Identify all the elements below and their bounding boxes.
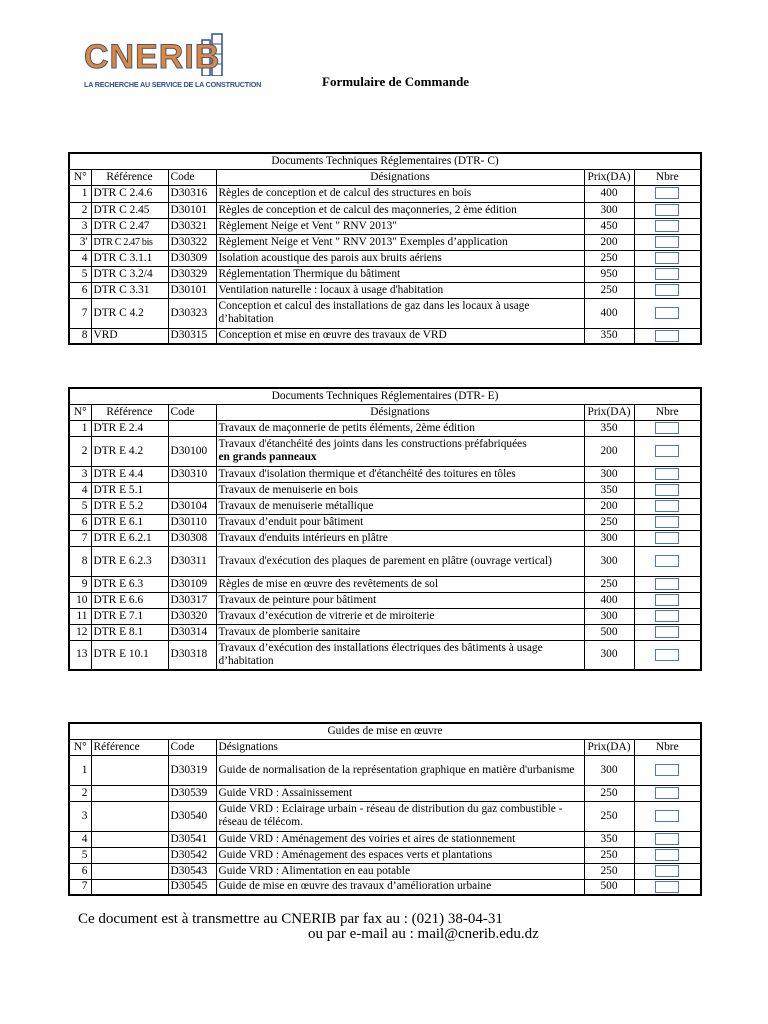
row-number: 5 bbox=[69, 498, 91, 514]
header-no: N° bbox=[69, 169, 91, 185]
table-row bbox=[69, 847, 701, 863]
row-quantity-cell bbox=[634, 624, 701, 640]
table-row bbox=[69, 530, 701, 546]
quantity-input[interactable] bbox=[655, 532, 679, 544]
designation-text: Règles de mise en œuvre des revêtements de sol bbox=[218, 577, 439, 590]
row-designation bbox=[216, 755, 584, 785]
quantity-input[interactable] bbox=[655, 500, 679, 512]
quantity-input[interactable] bbox=[655, 764, 679, 776]
row-reference bbox=[91, 801, 168, 831]
row-designation bbox=[216, 298, 584, 328]
row-designation bbox=[216, 466, 584, 482]
quantity-input[interactable] bbox=[655, 284, 679, 296]
row-quantity-cell bbox=[634, 482, 701, 498]
quantity-input[interactable] bbox=[655, 268, 679, 280]
row-code: D30329 bbox=[168, 266, 216, 282]
row-code: D30319 bbox=[168, 755, 216, 785]
designation-text: Guide VRD : Aménagement des voiries et aires de stationnement bbox=[218, 832, 516, 845]
row-price: 200 bbox=[584, 436, 634, 466]
row-number: 9 bbox=[69, 576, 91, 592]
page-title: Formulaire de Commande bbox=[322, 74, 470, 89]
row-code: D30321 bbox=[168, 218, 216, 234]
row-quantity-cell bbox=[634, 218, 701, 234]
row-quantity-cell bbox=[634, 266, 701, 282]
row-designation bbox=[216, 498, 584, 514]
row-reference: DTR C 2.4.6 bbox=[91, 185, 168, 202]
row-number: 3' bbox=[69, 234, 91, 250]
row-reference: DTR E 6.2.3 bbox=[91, 546, 168, 576]
row-price: 500 bbox=[584, 879, 634, 895]
table-row bbox=[69, 234, 701, 250]
row-number: 2 bbox=[69, 436, 91, 466]
row-quantity-cell bbox=[634, 831, 701, 847]
table-row bbox=[69, 218, 701, 234]
row-code: D30110 bbox=[168, 514, 216, 530]
row-number: 13 bbox=[69, 640, 91, 670]
header-designation: Désignations bbox=[216, 739, 584, 755]
row-quantity-cell bbox=[634, 202, 701, 218]
row-number: 12 bbox=[69, 624, 91, 640]
row-quantity-cell bbox=[634, 420, 701, 436]
row-quantity-cell bbox=[634, 498, 701, 514]
row-quantity-cell bbox=[634, 863, 701, 879]
row-quantity-cell bbox=[634, 801, 701, 831]
row-number: 3 bbox=[69, 218, 91, 234]
row-code: D30310 bbox=[168, 466, 216, 482]
quantity-input[interactable] bbox=[655, 787, 679, 799]
quantity-input[interactable] bbox=[655, 610, 679, 622]
row-designation bbox=[216, 785, 584, 801]
row-code: D30317 bbox=[168, 592, 216, 608]
designation-text: Guide VRD : Aménagement des espaces verts et plantations bbox=[218, 848, 493, 861]
row-code: D30545 bbox=[168, 879, 216, 895]
guides-table bbox=[68, 722, 702, 896]
table-row bbox=[69, 282, 701, 298]
row-price: 400 bbox=[584, 185, 634, 202]
row-reference: DTR E 4.2 bbox=[91, 436, 168, 466]
row-designation bbox=[216, 514, 584, 530]
designation-text: Règlement Neige et Vent " RNV 2013" Exemples d’application bbox=[218, 235, 508, 248]
row-price: 250 bbox=[584, 847, 634, 863]
row-price: 300 bbox=[584, 202, 634, 218]
quantity-input[interactable] bbox=[655, 865, 679, 877]
quantity-input[interactable] bbox=[655, 445, 679, 457]
row-designation bbox=[216, 436, 584, 466]
row-number: 11 bbox=[69, 608, 91, 624]
row-reference: DTR C 4.2 bbox=[91, 298, 168, 328]
row-quantity-cell bbox=[634, 755, 701, 785]
footer-email-line: ou par e-mail au : mail@cnerib.edu.dz bbox=[308, 926, 539, 942]
quantity-input[interactable] bbox=[655, 516, 679, 528]
column-header-row bbox=[69, 739, 701, 755]
row-designation bbox=[216, 282, 584, 298]
row-number: 4 bbox=[69, 250, 91, 266]
row-price: 200 bbox=[584, 234, 634, 250]
row-code: D30316 bbox=[168, 185, 216, 202]
row-number: 1 bbox=[69, 755, 91, 785]
row-price: 400 bbox=[584, 298, 634, 328]
cnerib-logo bbox=[84, 36, 262, 96]
row-price: 300 bbox=[584, 466, 634, 482]
table-row bbox=[69, 546, 701, 576]
row-reference: DTR E 7.1 bbox=[91, 608, 168, 624]
row-price: 250 bbox=[584, 863, 634, 879]
designation-text: Conception et mise en œuvre des travaux de VRD bbox=[218, 329, 447, 342]
row-code bbox=[168, 482, 216, 498]
quantity-input[interactable] bbox=[655, 307, 679, 319]
row-reference bbox=[91, 831, 168, 847]
row-code: D30541 bbox=[168, 831, 216, 847]
row-designation bbox=[216, 576, 584, 592]
row-quantity-cell bbox=[634, 879, 701, 895]
table-row bbox=[69, 482, 701, 498]
row-code: D30322 bbox=[168, 234, 216, 250]
row-quantity-cell bbox=[634, 785, 701, 801]
designation-text: Conception et calcul des installations de gaz dans les locaux à usage d’habitation bbox=[218, 300, 530, 325]
table-row bbox=[69, 592, 701, 608]
row-number: 6 bbox=[69, 282, 91, 298]
table-row bbox=[69, 298, 701, 328]
designation-text: Travaux d’enduit pour bâtiment bbox=[218, 515, 364, 528]
designation-text: Ventilation naturelle : locaux à usage d'habitation bbox=[218, 283, 444, 296]
row-code: D30315 bbox=[168, 328, 216, 344]
row-price: 950 bbox=[584, 266, 634, 282]
table-row bbox=[69, 266, 701, 282]
table-row bbox=[69, 185, 701, 202]
designation-text: Guide de normalisation de la représentation graphique en matière d'urbanisme bbox=[218, 763, 575, 776]
row-number: 7 bbox=[69, 879, 91, 895]
header-qty: Nbre bbox=[634, 739, 701, 755]
row-code: D30323 bbox=[168, 298, 216, 328]
table-row bbox=[69, 863, 701, 879]
section-caption: Guides de mise en œuvre bbox=[69, 723, 701, 739]
row-code: D30101 bbox=[168, 282, 216, 298]
header-reference: Référence bbox=[91, 404, 168, 420]
row-reference bbox=[91, 755, 168, 785]
row-designation bbox=[216, 831, 584, 847]
quantity-input[interactable] bbox=[655, 204, 679, 216]
row-number: 7 bbox=[69, 530, 91, 546]
row-number: 2 bbox=[69, 785, 91, 801]
header-designation: Désignations bbox=[216, 169, 584, 185]
table-row bbox=[69, 831, 701, 847]
row-price: 300 bbox=[584, 640, 634, 670]
row-price: 300 bbox=[584, 608, 634, 624]
designation-text: Travaux d'exécution des plaques de parement en plâtre (ouvrage vertical) bbox=[218, 554, 552, 567]
table-row bbox=[69, 785, 701, 801]
quantity-input[interactable] bbox=[655, 187, 679, 199]
section-caption-row bbox=[69, 153, 701, 169]
row-reference: DTR E 2.4 bbox=[91, 420, 168, 436]
row-reference: DTR E 6.3 bbox=[91, 576, 168, 592]
table-row bbox=[69, 624, 701, 640]
row-quantity-cell bbox=[634, 514, 701, 530]
row-designation bbox=[216, 202, 584, 218]
row-code: D30311 bbox=[168, 546, 216, 576]
row-designation bbox=[216, 250, 584, 266]
row-price: 350 bbox=[584, 328, 634, 344]
designation-text: Travaux d’exécution de vitrerie et de miroiterie bbox=[218, 609, 435, 622]
row-price: 300 bbox=[584, 530, 634, 546]
dtr-e-table bbox=[68, 387, 702, 671]
row-price: 350 bbox=[584, 831, 634, 847]
row-price: 250 bbox=[584, 785, 634, 801]
row-quantity-cell bbox=[634, 234, 701, 250]
row-number: 4 bbox=[69, 482, 91, 498]
quantity-input[interactable] bbox=[655, 881, 679, 893]
column-header-row bbox=[69, 404, 701, 420]
header-reference: Référence bbox=[91, 169, 168, 185]
row-price: 250 bbox=[584, 514, 634, 530]
row-reference bbox=[91, 879, 168, 895]
row-designation bbox=[216, 592, 584, 608]
row-reference: DTR E 6.2.1 bbox=[91, 530, 168, 546]
header-qty: Nbre bbox=[634, 404, 701, 420]
row-number: 8 bbox=[69, 546, 91, 576]
row-number: 6 bbox=[69, 514, 91, 530]
row-quantity-cell bbox=[634, 328, 701, 344]
row-designation bbox=[216, 624, 584, 640]
row-reference: DTR C 3.2/4 bbox=[91, 266, 168, 282]
table-row bbox=[69, 755, 701, 785]
header-no: N° bbox=[69, 739, 91, 755]
row-code: D30543 bbox=[168, 863, 216, 879]
row-code bbox=[168, 420, 216, 436]
header-no: N° bbox=[69, 404, 91, 420]
designation-text: Guide de mise en œuvre des travaux d’amélioration urbaine bbox=[218, 880, 492, 893]
row-code: D30542 bbox=[168, 847, 216, 863]
row-price: 400 bbox=[584, 592, 634, 608]
row-number: 2 bbox=[69, 202, 91, 218]
designation-text-continued: en grands panneaux bbox=[218, 451, 317, 463]
row-reference: DTR E 10.1 bbox=[91, 640, 168, 670]
row-quantity-cell bbox=[634, 576, 701, 592]
quantity-input[interactable] bbox=[655, 849, 679, 861]
row-number: 1 bbox=[69, 420, 91, 436]
row-price: 350 bbox=[584, 420, 634, 436]
row-code: D30320 bbox=[168, 608, 216, 624]
quantity-input[interactable] bbox=[655, 555, 679, 567]
header-price: Prix(DA) bbox=[584, 404, 634, 420]
row-number: 5 bbox=[69, 847, 91, 863]
designation-text: Travaux de menuiserie métallique bbox=[218, 499, 374, 512]
row-code: D30100 bbox=[168, 436, 216, 466]
table-row bbox=[69, 514, 701, 530]
row-number: 3 bbox=[69, 801, 91, 831]
designation-text: Travaux d'étanchéité des joints dans les constructions préfabriquées bbox=[218, 438, 527, 450]
designation-text: Travaux de plomberie sanitaire bbox=[218, 625, 361, 638]
table-row bbox=[69, 420, 701, 436]
row-code: D30101 bbox=[168, 202, 216, 218]
row-quantity-cell bbox=[634, 298, 701, 328]
row-reference: DTR C 2.47 bbox=[91, 218, 168, 234]
footer-fax-line: Ce document est à transmettre au CNERIB par fax au : (021) 38-04-31 bbox=[78, 911, 503, 927]
row-quantity-cell bbox=[634, 282, 701, 298]
section-caption-row bbox=[69, 723, 701, 739]
quantity-input[interactable] bbox=[655, 468, 679, 480]
row-price: 350 bbox=[584, 482, 634, 498]
row-code: D30539 bbox=[168, 785, 216, 801]
quantity-input[interactable] bbox=[655, 810, 679, 822]
logo-wordmark: CNERIB bbox=[84, 38, 221, 76]
row-reference bbox=[91, 863, 168, 879]
row-code: D30309 bbox=[168, 250, 216, 266]
designation-text: Travaux d'isolation thermique et d'étanchéité des toitures en tôles bbox=[218, 467, 516, 480]
row-number: 1 bbox=[69, 185, 91, 202]
row-code: D30104 bbox=[168, 498, 216, 514]
header-price: Prix(DA) bbox=[584, 169, 634, 185]
table-row bbox=[69, 328, 701, 344]
row-code: D30314 bbox=[168, 624, 216, 640]
table-row bbox=[69, 801, 701, 831]
row-designation bbox=[216, 185, 584, 202]
row-reference bbox=[91, 847, 168, 863]
row-price: 250 bbox=[584, 801, 634, 831]
quantity-input[interactable] bbox=[655, 594, 679, 606]
table-row bbox=[69, 436, 701, 466]
dtr-c-table bbox=[68, 152, 702, 345]
row-quantity-cell bbox=[634, 640, 701, 670]
row-number: 3 bbox=[69, 466, 91, 482]
quantity-input[interactable] bbox=[655, 578, 679, 590]
designation-text: Isolation acoustique des parois aux bruits aériens bbox=[218, 251, 442, 264]
row-reference: DTR C 2.45 bbox=[91, 202, 168, 218]
header-price: Prix(DA) bbox=[584, 739, 634, 755]
header-code: Code bbox=[168, 404, 216, 420]
row-reference: DTR C 3.1.1 bbox=[91, 250, 168, 266]
section-caption: Documents Techniques Réglementaires (DTR- E) bbox=[69, 388, 701, 404]
row-code: D30318 bbox=[168, 640, 216, 670]
row-quantity-cell bbox=[634, 466, 701, 482]
row-code: D30109 bbox=[168, 576, 216, 592]
row-reference: DTR E 5.2 bbox=[91, 498, 168, 514]
designation-text: Travaux de menuiserie en bois bbox=[218, 483, 358, 496]
designation-text: Travaux d'enduits intérieurs en plâtre bbox=[218, 531, 388, 544]
row-quantity-cell bbox=[634, 436, 701, 466]
table-row bbox=[69, 466, 701, 482]
designation-text: Règles de conception et de calcul des structures en bois bbox=[218, 187, 472, 199]
row-designation bbox=[216, 640, 584, 670]
column-header-row bbox=[69, 169, 701, 185]
row-reference: DTR E 4.4 bbox=[91, 466, 168, 482]
designation-text: Guide VRD : Assainissement bbox=[218, 786, 353, 799]
row-number: 5 bbox=[69, 266, 91, 282]
quantity-input[interactable] bbox=[655, 422, 679, 434]
table-row bbox=[69, 498, 701, 514]
row-designation bbox=[216, 863, 584, 879]
quantity-input[interactable] bbox=[655, 649, 679, 661]
row-designation bbox=[216, 801, 584, 831]
row-designation bbox=[216, 218, 584, 234]
table-row bbox=[69, 576, 701, 592]
row-number: 10 bbox=[69, 592, 91, 608]
row-quantity-cell bbox=[634, 546, 701, 576]
designation-text: Travaux de peinture pour bâtiment bbox=[218, 593, 377, 606]
table-row bbox=[69, 250, 701, 266]
header-designation: Désignations bbox=[216, 404, 584, 420]
section-caption-row bbox=[69, 388, 701, 404]
row-price: 250 bbox=[584, 250, 634, 266]
logo-tagline: LA RECHERCHE AU SERVICE DE LA CONSTRUCTION bbox=[84, 80, 262, 89]
designation-text: Règlement Neige et Vent " RNV 2013" bbox=[218, 219, 397, 232]
row-reference: DTR E 5.1 bbox=[91, 482, 168, 498]
row-price: 300 bbox=[584, 546, 634, 576]
quantity-input[interactable] bbox=[655, 626, 679, 638]
row-designation bbox=[216, 546, 584, 576]
row-reference: DTR E 6.6 bbox=[91, 592, 168, 608]
row-quantity-cell bbox=[634, 608, 701, 624]
row-designation bbox=[216, 266, 584, 282]
header-reference: Référence bbox=[91, 739, 168, 755]
row-price: 200 bbox=[584, 498, 634, 514]
table-row bbox=[69, 608, 701, 624]
row-designation bbox=[216, 879, 584, 895]
designation-text: Travaux de maçonnerie de petits éléments, 2ème édition bbox=[218, 421, 475, 434]
quantity-input[interactable] bbox=[655, 330, 679, 342]
designation-text: Règles de conception et de calcul des maçonneries, 2 ème édition bbox=[218, 203, 517, 216]
row-quantity-cell bbox=[634, 592, 701, 608]
row-quantity-cell bbox=[634, 250, 701, 266]
row-number: 6 bbox=[69, 863, 91, 879]
quantity-input[interactable] bbox=[655, 220, 679, 232]
row-price: 300 bbox=[584, 755, 634, 785]
row-number: 7 bbox=[69, 298, 91, 328]
row-price: 500 bbox=[584, 624, 634, 640]
quantity-input[interactable] bbox=[655, 236, 679, 248]
row-reference: DTR C 3.31 bbox=[91, 282, 168, 298]
row-price: 250 bbox=[584, 576, 634, 592]
header-qty: Nbre bbox=[634, 169, 701, 185]
row-designation bbox=[216, 530, 584, 546]
designation-text: Guide VRD : Alimentation en eau potable bbox=[218, 864, 410, 877]
row-number: 4 bbox=[69, 831, 91, 847]
section-caption: Documents Techniques Réglementaires (DTR- C) bbox=[69, 153, 701, 169]
designation-text: Réglementation Thermique du bâtiment bbox=[218, 267, 401, 280]
row-price: 250 bbox=[584, 282, 634, 298]
quantity-input[interactable] bbox=[655, 252, 679, 264]
row-number: 8 bbox=[69, 328, 91, 344]
row-code: D30308 bbox=[168, 530, 216, 546]
row-reference: DTR C 2.47 bis bbox=[91, 234, 168, 250]
table-row bbox=[69, 879, 701, 895]
row-quantity-cell bbox=[634, 185, 701, 202]
table-row bbox=[69, 202, 701, 218]
table-row bbox=[69, 640, 701, 670]
designation-text: Guide VRD : Eclairage urbain - réseau de distribution du gaz combustible - réseau de télécom. bbox=[218, 803, 563, 828]
row-designation bbox=[216, 847, 584, 863]
row-reference bbox=[91, 785, 168, 801]
quantity-input[interactable] bbox=[655, 484, 679, 496]
row-reference: DTR E 8.1 bbox=[91, 624, 168, 640]
row-designation bbox=[216, 328, 584, 344]
row-designation bbox=[216, 420, 584, 436]
header-code: Code bbox=[168, 169, 216, 185]
row-designation bbox=[216, 608, 584, 624]
row-price: 450 bbox=[584, 218, 634, 234]
row-quantity-cell bbox=[634, 847, 701, 863]
header-code: Code bbox=[168, 739, 216, 755]
row-designation bbox=[216, 482, 584, 498]
row-designation bbox=[216, 234, 584, 250]
row-reference: VRD bbox=[91, 328, 168, 344]
row-code: D30540 bbox=[168, 801, 216, 831]
row-reference: DTR E 6.1 bbox=[91, 514, 168, 530]
designation-text: Travaux d’exécution des installations électriques des bâtiments à usage d’habitation bbox=[218, 641, 543, 667]
quantity-input[interactable] bbox=[655, 833, 679, 845]
row-quantity-cell bbox=[634, 530, 701, 546]
